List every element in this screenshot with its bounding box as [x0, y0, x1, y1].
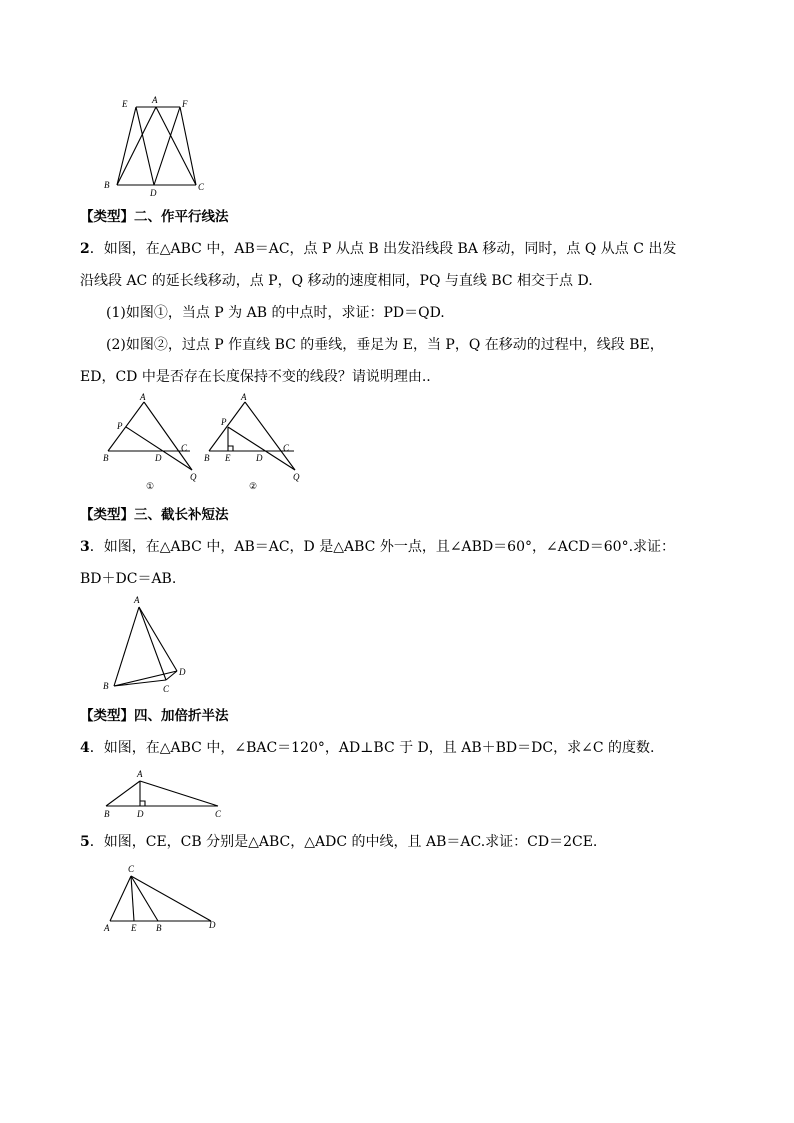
figure-3	[100, 594, 200, 698]
type-3-heading: 【类型】三、截长补短法	[80, 507, 229, 523]
problem-2-number: 2	[80, 241, 90, 257]
problem-2-line-2: 沿线段 AC 的延长线移动，点 P，Q 移动的速度相同，PQ 与直线 BC 相交于点 D.	[80, 273, 593, 289]
label-q: Q	[293, 472, 300, 482]
label-f: F	[182, 99, 188, 109]
segment-ab	[106, 781, 140, 806]
segment-eb	[117, 107, 136, 185]
caption-2: ②	[249, 481, 258, 491]
right-angle-mark	[228, 446, 233, 451]
label-d: D	[179, 667, 186, 677]
type-4-heading: 【类型】四、加倍折半法	[80, 708, 229, 724]
segment-ad	[139, 607, 177, 671]
segment-cb	[131, 876, 158, 921]
segment-ca	[110, 876, 131, 921]
label-b: B	[103, 453, 109, 463]
segment-ab	[209, 402, 245, 451]
label-e: E	[131, 923, 137, 933]
segment-ab	[117, 107, 156, 185]
problem-2-text-1: ．如图，在△ABC 中，AB＝AC，点 P 从点 B 出发沿线段 BA 移动，同时，点 Q 从点 C 出发	[89, 241, 677, 257]
problem-3-line-1	[80, 537, 730, 557]
label-b: B	[103, 681, 109, 691]
label-p: P	[221, 417, 227, 427]
label-a: A	[140, 392, 146, 402]
problem-5-number: 5	[80, 834, 90, 850]
segment-cd	[131, 876, 211, 921]
label-c: C	[128, 864, 135, 874]
problem-3-line-2: BD＋DC＝AB.	[80, 571, 177, 587]
segment-ce	[131, 876, 134, 921]
segment-aq	[144, 402, 192, 470]
segment-ac	[140, 781, 218, 806]
label-a: A	[241, 392, 247, 402]
segment-ac	[139, 607, 166, 680]
segment-ab	[108, 402, 144, 451]
label-a: A	[137, 769, 143, 779]
figure-1	[100, 92, 220, 202]
label-c: C	[181, 443, 188, 453]
label-c: C	[163, 684, 170, 694]
label-d: D	[137, 809, 144, 819]
problem-4-number: 4	[80, 740, 90, 756]
segment-ed	[136, 107, 154, 185]
segment-aq	[245, 402, 295, 470]
label-b: B	[104, 809, 110, 819]
label-p: P	[117, 421, 123, 431]
problem-2-sub-2b: ED，CD 中是否存在长度保持不变的线段？请说明理由..	[80, 369, 431, 385]
problem-4-text-1: ．如图，在△ABC 中，∠BAC＝120°，AD⊥BC 于 D，且 AB＋BD＝DC，求∠C 的度数.	[89, 740, 655, 756]
label-e: E	[122, 99, 128, 109]
problem-4-line-1	[80, 738, 730, 758]
figure-2-1	[100, 392, 210, 494]
label-q: Q	[190, 472, 197, 482]
problem-3-text-1: ．如图，在△ABC 中，AB＝AC，D 是△ABC 外一点，且∠ABD＝60°，∠ACD＝60°.求证：	[89, 539, 676, 555]
label-a: A	[104, 923, 110, 933]
segment-fc	[180, 107, 196, 185]
label-b: B	[156, 923, 162, 933]
figure-2-2	[200, 392, 310, 494]
label-b: B	[204, 453, 210, 463]
problem-2-sub-2a: (2)如图②，过点 P 作直线 BC 的垂线，垂足为 E，当 P，Q 在移动的过程中，线段 BE，	[106, 337, 664, 353]
caption-1: ①	[146, 481, 155, 491]
problem-3-number: 3	[80, 539, 90, 555]
problem-2-line-1	[80, 239, 730, 259]
segment-ab	[114, 607, 139, 686]
label-a: A	[152, 95, 158, 105]
label-c: C	[198, 182, 205, 192]
label-c: C	[215, 809, 222, 819]
figure-4	[100, 764, 230, 824]
label-d: D	[150, 188, 157, 198]
label-e: E	[225, 453, 231, 463]
right-angle-mark	[140, 801, 145, 806]
label-c: C	[283, 443, 290, 453]
problem-5-line-1	[80, 832, 730, 852]
label-b: B	[104, 180, 110, 190]
type-2-heading: 【类型】二、作平行线法	[80, 209, 229, 225]
label-d: D	[155, 453, 162, 463]
problem-2-sub-1: (1)如图①，当点 P 为 AB 的中点时，求证：PD＝QD.	[106, 305, 445, 321]
figure-5	[100, 860, 230, 938]
label-a: A	[134, 595, 140, 605]
segment-bc	[114, 680, 166, 686]
label-d: D	[209, 920, 216, 930]
label-d: D	[256, 453, 263, 463]
problem-5-text-1: ．如图，CE，CB 分别是△ABC，△ADC 的中线，且 AB＝AC.求证：CD＝2CE.	[89, 834, 598, 850]
